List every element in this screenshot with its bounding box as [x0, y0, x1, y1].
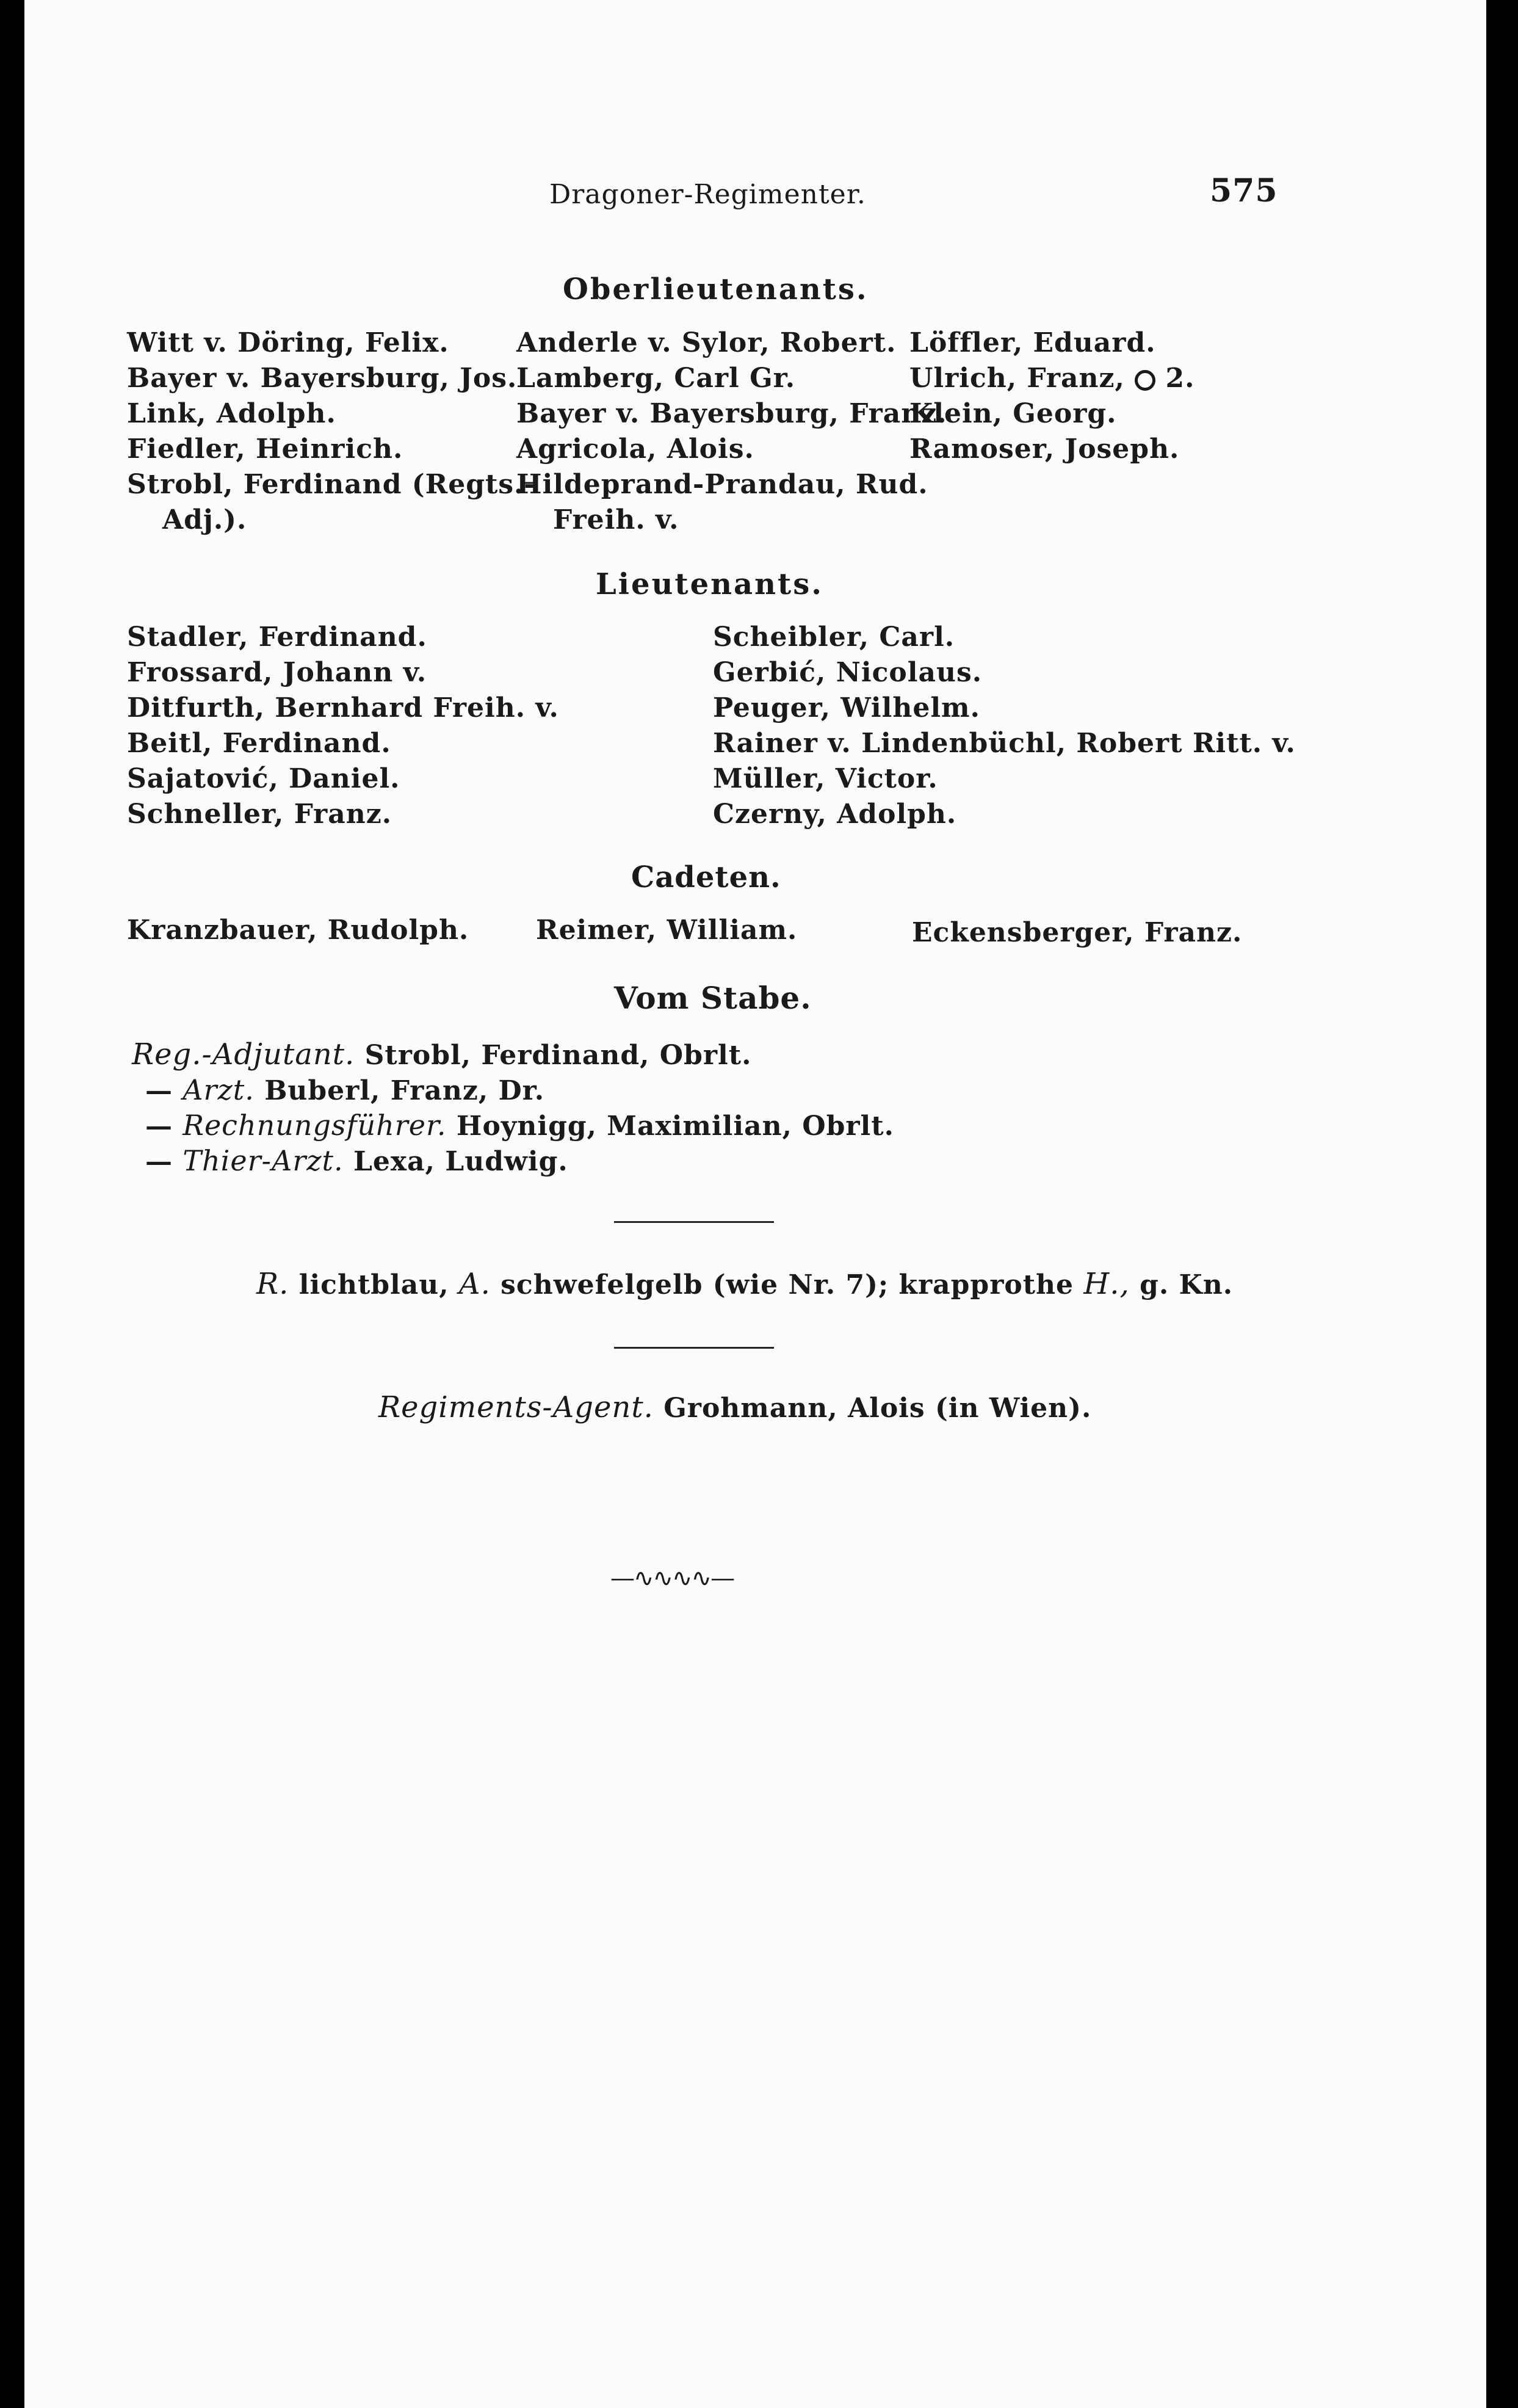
list-item: Czerny, Adolph.	[713, 799, 957, 830]
list-item: Freih. v.	[553, 504, 679, 535]
end-ornament: —∿∿∿∿—	[610, 1564, 734, 1592]
button-label: A.	[458, 1267, 491, 1301]
list-item: Scheibler, Carl.	[713, 622, 955, 653]
list-item: Müller, Victor.	[713, 763, 938, 794]
list-item: Adj.).	[162, 504, 247, 535]
list-item-text: Ulrich, Franz,	[909, 363, 1125, 394]
list-item: Agricola, Alois.	[516, 433, 754, 465]
section-title-cadeten: Cadeten.	[631, 860, 781, 894]
list-item: Sajatović, Daniel.	[127, 763, 400, 794]
circle-decoration-icon	[1135, 370, 1155, 391]
agent-label: Regiments-Agent.	[378, 1390, 654, 1424]
agent-name: Grohmann, Alois (in Wien).	[663, 1393, 1092, 1424]
scan-edge-right	[1486, 0, 1518, 2408]
staff-name: Lexa, Ludwig.	[353, 1146, 568, 1177]
staff-entry	[145, 1143, 568, 1180]
section-title-oberlieutenants: Oberlieutenants.	[563, 272, 869, 306]
dash: —	[145, 1111, 173, 1142]
facing-color: lichtblau,	[298, 1269, 449, 1300]
list-item: Frossard, Johann v.	[127, 657, 427, 688]
list-item: Löffler, Eduard.	[909, 327, 1156, 358]
list-item: Hildeprand-Prandau, Rud.	[516, 469, 928, 500]
list-item: Reimer, William.	[536, 915, 798, 946]
list-item: Bayer v. Bayersburg, Jos.	[127, 363, 518, 394]
section-title-lieutenants: Lieutenants.	[596, 567, 823, 601]
staff-entry	[132, 1037, 751, 1073]
uniform-description	[256, 1266, 1233, 1303]
button-color: schwefelgelb (wie Nr. 7); krapprothe	[501, 1269, 1074, 1300]
staff-entry	[145, 1072, 544, 1109]
facing-label: R.	[256, 1267, 289, 1301]
scan-edge-left	[0, 0, 24, 2408]
list-item: Strobl, Ferdinand (Regts.-	[127, 469, 536, 500]
staff-name: Hoynigg, Maximilian, Obrlt.	[456, 1111, 894, 1142]
list-item: Ramoser, Joseph.	[909, 433, 1180, 465]
staff-role: Rechnungsführer.	[183, 1109, 447, 1142]
decoration-class: 2.	[1165, 363, 1195, 394]
dash: —	[145, 1075, 173, 1106]
page-number: 575	[1210, 172, 1278, 209]
list-item: Gerbić, Nicolaus.	[713, 657, 983, 688]
trousers-text: g. Kn.	[1140, 1269, 1234, 1300]
list-item: Anderle v. Sylor, Robert.	[516, 327, 897, 358]
section-title-stab: Vom Stabe.	[614, 980, 812, 1016]
list-item: Peuger, Wilhelm.	[713, 692, 980, 723]
trousers-label: H.,	[1083, 1267, 1130, 1301]
staff-role: Arzt.	[183, 1073, 255, 1106]
divider-rule	[614, 1221, 774, 1223]
list-item: Fiedler, Heinrich.	[127, 433, 403, 465]
list-item: Witt v. Döring, Felix.	[127, 327, 449, 358]
running-title: Dragoner-Regimenter.	[549, 179, 866, 210]
list-item: Stadler, Ferdinand.	[127, 622, 427, 653]
list-item: Eckensberger, Franz.	[912, 917, 1243, 948]
staff-role: Reg.-Adjutant.	[132, 1037, 355, 1072]
list-item: Ditfurth, Bernhard Freih. v.	[127, 692, 559, 723]
staff-role: Thier-Arzt.	[183, 1144, 344, 1177]
list-item: Klein, Georg.	[909, 398, 1117, 429]
staff-entry	[145, 1108, 894, 1144]
list-item: Rainer v. Lindenbüchl, Robert Ritt. v.	[713, 728, 1296, 759]
list-item: Bayer v. Bayersburg, Franz.	[516, 398, 947, 429]
list-item: Lamberg, Carl Gr.	[516, 363, 796, 394]
list-item	[909, 361, 1195, 396]
divider-rule	[614, 1347, 774, 1349]
list-item: Link, Adolph.	[127, 398, 336, 429]
list-item: Kranzbauer, Rudolph.	[127, 915, 469, 946]
list-item: Beitl, Ferdinand.	[127, 728, 391, 759]
dash: —	[145, 1146, 173, 1177]
staff-name: Strobl, Ferdinand, Obrlt.	[364, 1040, 752, 1071]
list-item: Schneller, Franz.	[127, 799, 392, 830]
staff-name: Buberl, Franz, Dr.	[264, 1075, 545, 1106]
regiments-agent	[378, 1390, 1091, 1426]
